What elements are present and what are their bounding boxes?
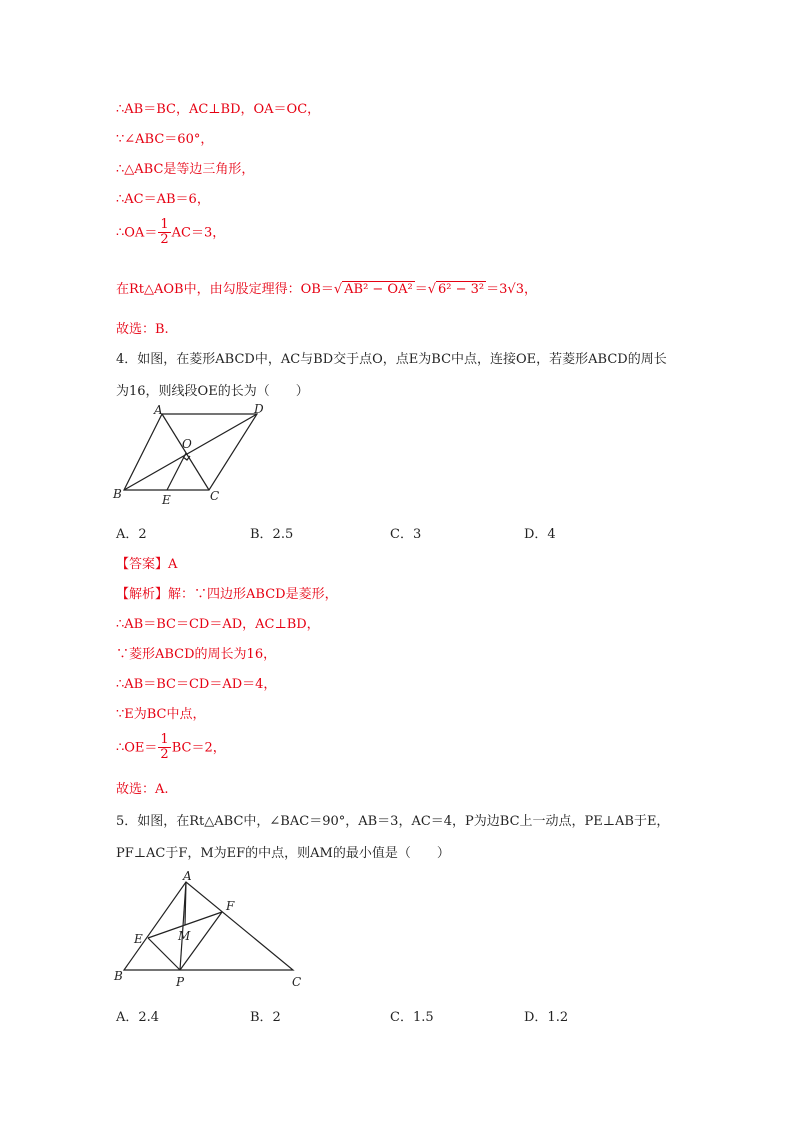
- fraction-num: 1: [160, 732, 169, 747]
- q4-option-d[interactable]: D．4: [524, 527, 556, 542]
- q4-step-3: ∴AB＝BC＝CD＝AD＝4，: [116, 677, 277, 692]
- segment-oe: [167, 453, 186, 490]
- q5-stem-line-1: 5．如图，在Rt△ABC中，∠BAC＝90°，AB＝3，AC＝4，P为边BC上一动点，PE⊥AB于E，: [116, 814, 670, 829]
- sqrt-icon: √: [333, 282, 343, 297]
- label-m: M: [178, 929, 191, 943]
- fraction-den: 2: [160, 747, 169, 763]
- fraction-den: 2: [160, 232, 169, 248]
- label-b: B: [113, 487, 122, 501]
- q5-option-d[interactable]: D．1.2: [524, 1010, 569, 1025]
- label-a: A: [183, 870, 192, 883]
- q4-analysis-tag: 【解析】: [116, 587, 169, 602]
- q4-rhombus-figure: [110, 402, 280, 510]
- q5-stem-line-2: PF⊥AC于F，M为EF的中点，则AM的最小值是（ ）: [116, 846, 450, 861]
- q4-stem-line-2: 为16，则线段OE的长为（ ）: [116, 384, 309, 399]
- q4-step-2: ∵菱形ABCD的周长为16，: [116, 647, 277, 662]
- solution-line-5: [116, 218, 225, 248]
- solution-line-7: 故选：B.: [116, 322, 169, 337]
- q4-step-5: [116, 733, 226, 763]
- radicand-2: 6² − 3²: [438, 282, 485, 297]
- q4-step-5-post: BC＝2，: [171, 740, 226, 756]
- q4-stem-line-1: 4．如图，在菱形ABCD中，AC与BD交于点O，点E为BC中点，连接OE，若菱形ABCD的周长: [116, 352, 667, 367]
- q4-step-4: ∵E为BC中点，: [116, 707, 206, 722]
- label-p: P: [176, 975, 185, 989]
- solution-line-6-pre: 在Rt△AOB中，由勾股定理得：OB＝: [116, 282, 334, 297]
- solution-line-4: ∴AC＝AB＝6，: [116, 192, 210, 207]
- q4-option-b[interactable]: B．2.5: [250, 527, 294, 542]
- q4-answer: 【答案】A: [116, 557, 178, 572]
- label-c: C: [210, 489, 220, 503]
- diagonal-bd: [124, 414, 257, 490]
- solution-line-6: [116, 278, 537, 297]
- radicand-1: AB² − OA²: [344, 282, 413, 297]
- solution-line-5-pre: ∴OA＝: [116, 225, 158, 241]
- q4-analysis-start: 解：∵四边形ABCD是菱形，: [168, 587, 338, 602]
- label-c: C: [292, 975, 302, 989]
- q4-option-c[interactable]: C．3: [390, 527, 422, 542]
- label-o: O: [182, 437, 192, 451]
- label-a: A: [154, 403, 163, 417]
- triangle-abc: [124, 882, 293, 970]
- fraction-half: [158, 733, 170, 763]
- solution-line-2: ∵∠ABC＝60°，: [116, 132, 214, 147]
- sqrt-icon: √: [427, 282, 437, 297]
- solution-line-3: ∴△ABC是等边三角形，: [116, 162, 255, 177]
- solution-line-5-post: AC＝3，: [171, 225, 226, 241]
- segment-pe: [148, 938, 180, 970]
- q4-step-1: ∴AB＝BC＝CD＝AD，AC⊥BD，: [116, 617, 320, 632]
- label-f: F: [226, 899, 235, 913]
- q4-step-5-pre: ∴OE＝: [116, 740, 158, 756]
- q5-triangle-figure: [110, 870, 310, 992]
- label-e: E: [134, 932, 143, 946]
- q4-analysis: [116, 583, 338, 602]
- label-d: D: [254, 402, 264, 416]
- solution-line-1: ∴AB＝BC，AC⊥BD，OA＝OC，: [116, 102, 321, 117]
- label-e: E: [162, 493, 171, 507]
- fraction-half: [158, 218, 170, 248]
- q4-option-a[interactable]: A．2: [116, 527, 147, 542]
- solution-line-6-post: ＝3√3，: [486, 282, 537, 297]
- equals-sign: ＝: [414, 282, 428, 297]
- q5-option-c[interactable]: C．1.5: [390, 1010, 434, 1025]
- fraction-num: 1: [160, 217, 169, 232]
- diagonal-ac: [162, 414, 209, 490]
- q5-option-b[interactable]: B．2: [250, 1010, 281, 1025]
- label-b: B: [114, 969, 123, 983]
- q5-option-a[interactable]: A．2.4: [116, 1010, 160, 1025]
- q4-step-6: 故选：A.: [116, 782, 169, 797]
